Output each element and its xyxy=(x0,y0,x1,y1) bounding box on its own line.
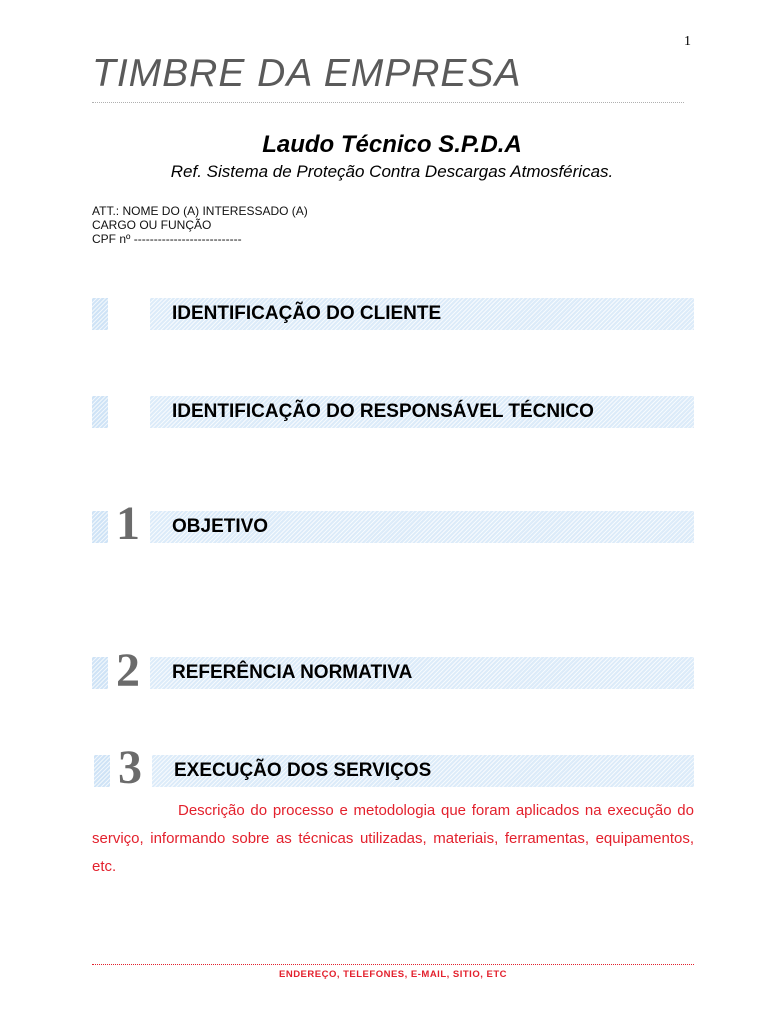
section-title: EXECUÇÃO DOS SERVIÇOS xyxy=(174,760,432,781)
section-heading-technician xyxy=(150,396,694,428)
section-heading-objective xyxy=(150,511,694,543)
section-number: 1 xyxy=(116,497,140,550)
section-title: REFERÊNCIA NORMATIVA xyxy=(172,662,413,683)
document-title: Laudo Técnico S.P.D.A xyxy=(262,131,522,158)
section-title: IDENTIFICAÇÃO DO CLIENTE xyxy=(172,303,442,324)
section-title: IDENTIFICAÇÃO DO RESPONSÁVEL TÉCNICO xyxy=(172,401,594,422)
section-number: 3 xyxy=(118,741,142,794)
section-marker xyxy=(92,298,108,330)
document-subtitle: Ref. Sistema de Proteção Contra Descargas Atmosféricas. xyxy=(170,162,614,181)
attention-block xyxy=(92,204,308,246)
letterhead-divider xyxy=(92,102,684,103)
footer-divider xyxy=(92,964,694,965)
att-cpf-line: CPF nº --------------------------- xyxy=(92,232,242,246)
section-heading-norms xyxy=(150,657,694,689)
section-marker xyxy=(92,396,108,428)
section-title: OBJETIVO xyxy=(172,516,269,537)
section-heading-execution xyxy=(152,755,694,787)
section-number: 2 xyxy=(116,644,140,697)
section-heading-client xyxy=(150,298,694,330)
execution-description: Descrição do processo e metodologia que foram aplicados na execução do serviço, informando sobre as técnicas utilizadas, materiais, ferramentas, equipamentos, etc. xyxy=(92,802,694,875)
att-role-line: CARGO OU FUNÇÃO xyxy=(92,218,212,232)
att-name-line: ATT.: NOME DO (A) INTERESSADO (A) xyxy=(92,204,308,218)
page-number: 1 xyxy=(684,34,691,49)
footer-contact: ENDEREÇO, TELEFONES, E-MAIL, SITIO, ETC xyxy=(279,969,507,980)
letterhead: TIMBRE DA EMPRESA xyxy=(92,52,522,95)
